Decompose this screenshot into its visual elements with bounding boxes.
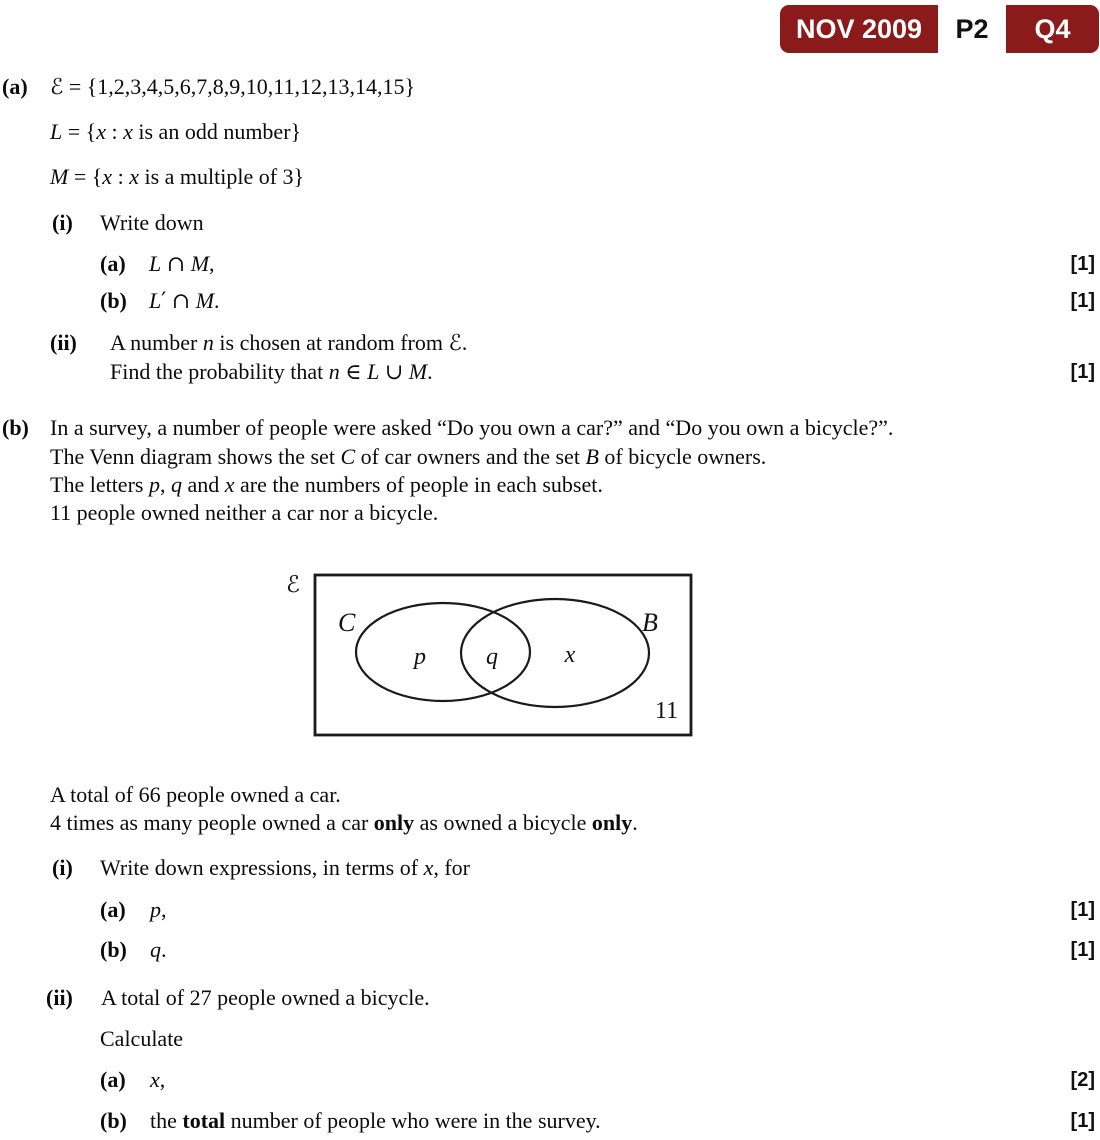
line-set-l bbox=[0, 119, 1100, 149]
fact-car-total: A total of 66 people owned a car. bbox=[50, 782, 341, 807]
line-b-i-b bbox=[0, 937, 1100, 967]
expr-p: p, bbox=[150, 897, 167, 922]
item-ii-label: (ii) bbox=[50, 330, 77, 355]
part-b-label: (b) bbox=[2, 415, 29, 440]
set-c-ellipse bbox=[356, 603, 530, 701]
b-sub-b-label: (b) bbox=[100, 937, 127, 962]
intro-line-3: The letters p, q and x are the numbers of people in each subset. bbox=[50, 472, 603, 497]
expr-total-survey: the total number of people who were in the survey. bbox=[150, 1108, 601, 1133]
line-b-intro-4 bbox=[0, 500, 1100, 530]
line-b-intro-2 bbox=[0, 444, 1100, 474]
b-item-ii-label: (ii) bbox=[46, 985, 73, 1010]
b-ii-sub-b-label: (b) bbox=[100, 1108, 127, 1133]
set-m-definition: M = {x : x is a multiple of 3} bbox=[50, 164, 305, 189]
line-a-i-a bbox=[0, 251, 1100, 281]
item-ii-line1: A number n is chosen at random from ℰ. bbox=[110, 330, 468, 356]
b-sub-a-label: (a) bbox=[100, 897, 126, 922]
venn-diagram bbox=[280, 565, 700, 740]
universal-set-box bbox=[315, 575, 691, 735]
line-a-ii-2 bbox=[0, 359, 1100, 389]
mark-a-i-b: [1] bbox=[1070, 290, 1095, 312]
intro-line-2: The Venn diagram shows the set C of car owners and the set B of bicycle owners. bbox=[50, 444, 767, 469]
line-b-intro-1 bbox=[0, 415, 1100, 445]
line-a-ii-1 bbox=[0, 330, 1100, 360]
mark-b-ii-b: [1] bbox=[1070, 1110, 1095, 1132]
venn-outside-count: 11 bbox=[655, 698, 679, 724]
b-item-i-heading: Write down expressions, in terms of x, for bbox=[100, 855, 470, 880]
line-b-ii-b bbox=[0, 1108, 1100, 1138]
line-b-intro-3 bbox=[0, 472, 1100, 502]
question-badge bbox=[780, 5, 1099, 53]
line-b-ii-heading bbox=[0, 985, 1100, 1015]
b-item-i-label: (i) bbox=[52, 855, 73, 880]
line-fact-ratio bbox=[0, 810, 1100, 840]
line-b-i-heading bbox=[0, 855, 1100, 885]
calculate-heading: Calculate bbox=[100, 1026, 184, 1051]
b-ii-sub-a-label: (a) bbox=[100, 1067, 126, 1092]
line-a-i-b bbox=[0, 288, 1100, 318]
badge-session-label: NOV 2009 bbox=[780, 5, 938, 53]
sub-b-label: (b) bbox=[100, 288, 127, 313]
venn-x-value: x bbox=[564, 642, 576, 668]
line-a-i-heading bbox=[0, 210, 1100, 240]
sub-a-label: (a) bbox=[100, 251, 126, 276]
line-set-m bbox=[0, 164, 1100, 194]
mark-b-i-a: [1] bbox=[1070, 899, 1095, 921]
venn-universal-label: ℰ bbox=[286, 572, 300, 598]
line-fact-66 bbox=[0, 782, 1100, 812]
item-ii-line2: Find the probability that n ∈ L ∪ M. bbox=[110, 359, 433, 385]
intro-line-1: In a survey, a number of people were asked “Do you own a car?” and “Do you own a bicycle?”. bbox=[50, 415, 894, 440]
expr-x: x, bbox=[150, 1067, 166, 1092]
venn-set-b-label: B bbox=[642, 608, 658, 637]
mark-b-i-b: [1] bbox=[1070, 939, 1095, 961]
line-b-ii-a bbox=[0, 1067, 1100, 1097]
venn-q-value: q bbox=[486, 644, 498, 670]
part-a-label: (a) bbox=[2, 74, 28, 99]
mark-a-i-a: [1] bbox=[1070, 253, 1095, 275]
expr-l-prime-intersect-m: L′ ∩ M. bbox=[149, 288, 220, 314]
line-universal-set bbox=[0, 74, 1100, 104]
fact-ratio: 4 times as many people owned a car only as owned a bicycle only. bbox=[50, 810, 638, 835]
expr-l-intersect-m: L ∩ M, bbox=[149, 251, 215, 277]
intro-line-4: 11 people owned neither a car nor a bicycle. bbox=[50, 500, 439, 525]
mark-b-ii-a: [2] bbox=[1070, 1069, 1095, 1091]
set-l-definition: L = {x : x is an odd number} bbox=[50, 119, 302, 144]
expr-q: q. bbox=[150, 937, 167, 962]
universal-set-definition: ℰ = {1,2,3,4,5,6,7,8,9,10,11,12,13,14,15} bbox=[50, 74, 416, 100]
item-i-label: (i) bbox=[52, 210, 73, 235]
mark-a-ii: [1] bbox=[1070, 361, 1095, 383]
line-calculate bbox=[0, 1026, 1100, 1056]
badge-question-label: Q4 bbox=[1006, 5, 1099, 53]
venn-p-value: p bbox=[414, 644, 426, 670]
venn-set-c-label: C bbox=[338, 608, 356, 637]
line-b-i-a bbox=[0, 897, 1100, 927]
item-i-heading: Write down bbox=[100, 210, 204, 235]
b-item-ii-heading: A total of 27 people owned a bicycle. bbox=[101, 985, 430, 1010]
badge-paper-label: P2 bbox=[938, 5, 1006, 53]
